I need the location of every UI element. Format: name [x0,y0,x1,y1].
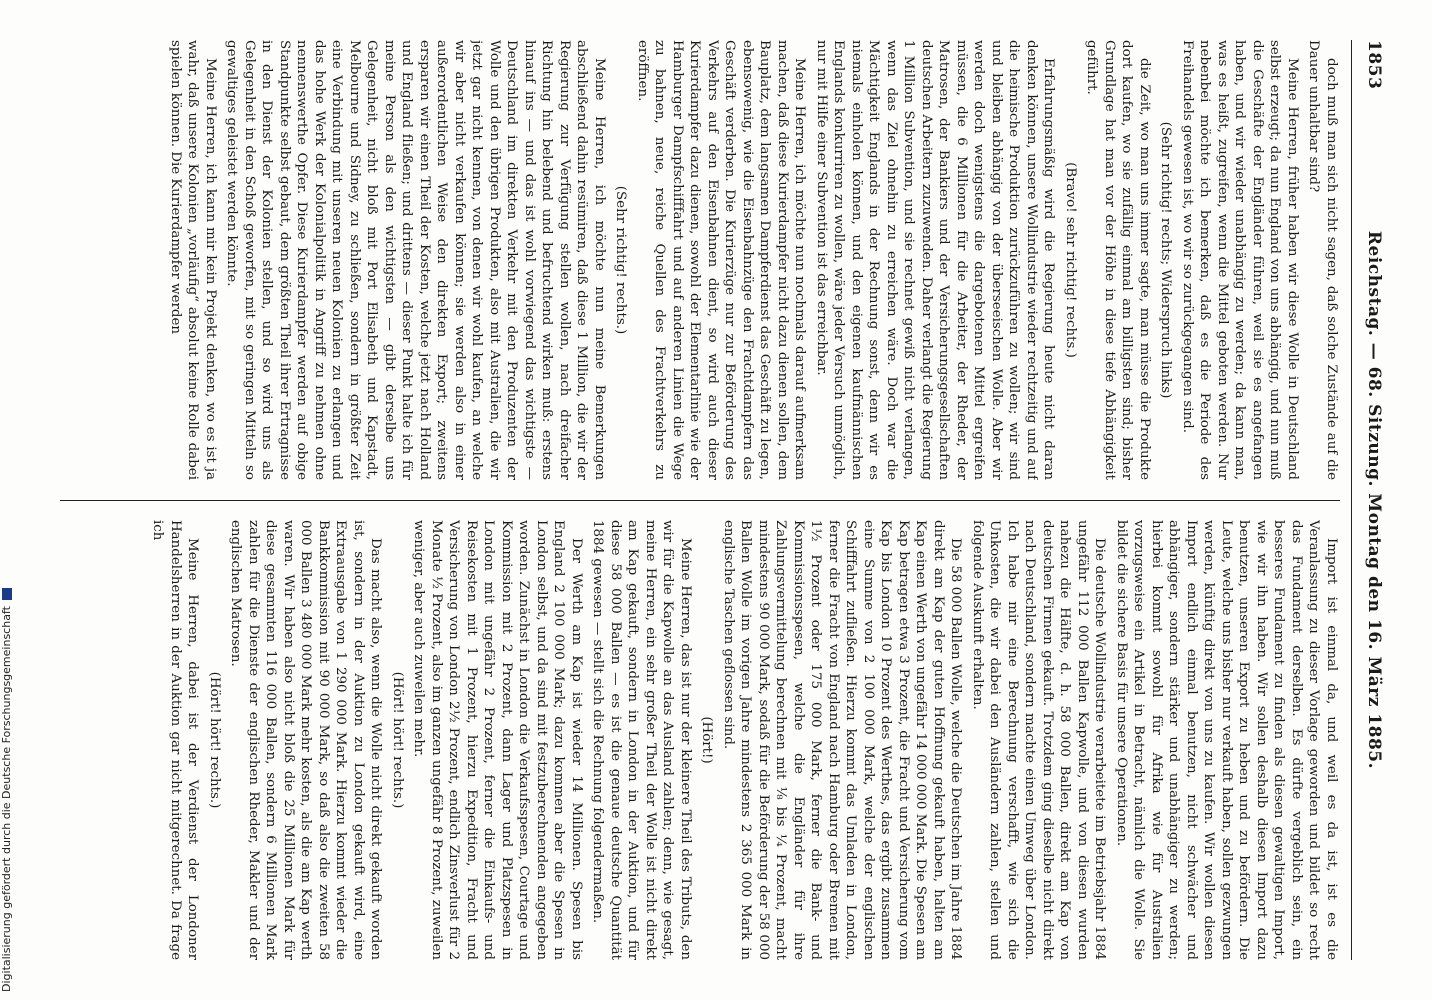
paragraph: Meine Herren, ich möchte nun meine Bemerkungen abschließend dahin resümiren, daß diese 1 Million, die wir der Regierung zur Verfügung stellen wollen, nach dreifacher Richtung hin belebend und befruchtend wirken muß: erstens hinauf ins — und das ist wohl vorwiegend das wichtigste — Deutschland im direkten Verkehr mit den Produzenten der Wolle und den übrigen Produkten, also mit Australien, die wir jetzt gar nicht kennen, von denen wir wohl kaufen, an welche wir aber nicht verkaufen können; sie werden also in einer außerordentlichen Weise den direkten Export; zweitens ersparen wir einen Theil der Kosten, welche jetzt nach Holland und England fließen; und drittens — dieser Punkt halte ich für meine Person als den wichtigsten — gibt derselbe uns Gelegenheit, nicht bloß mit Port Elisabeth und Kapstadt, Melbourne und Sidney, zu schließen, sondern in größter Zeit eine Verbindung mit unseren neuen Kolonien zu erlangen und das hohe Werk der Kolonialpolitik in Angriff zu nehmen ohne nennenswerthe Opfer. Diese Kurierdampfer werden auf obige Standpunkte selbst gebaut, dem größten Theil ihrer Ertragnisse in den Dienst der Kolonien stellen, und so wird uns als Gelegenheit in den Schoß geworfen, mit so geringen Mitteln so gewaltiges geleistet werden könnte. [224,40,607,480]
paragraph: Der Werth am Kap ist wieder 14 Millionen. Spesen bis England 2 100 000 Mark; dazu kommen aber die Spesen in London selbst, und da sind mit festzuberechnenden angegeben worden. Zunächst in London die Verkaufsspesen, Courtage und Kommission mit 2 Prozent, dann Lager und Platzspesen in London mit ungefähr 2 Prozent, ferner die Einkaufs- und Reisekosten mit 1 Prozent, hierzu Expedition, Fracht und Versicherung von London 2½ Prozent, endlich Zinsverlust für 2 Monate ½ Prozent, also im ganzen ungefähr 8 Prozent, zuweilen weniger, aber auch zuweilen mehr. [411,520,584,960]
text-column-left [60,40,1340,480]
paragraph: Import ist einmal da, und weil es da ist, ist es die Veranlassung zu dieser Vorlage geworden und bildet so recht das Fundament derselben. Es dürfte vergeblich sein, ein besseres Fundament zu finden als diesen gewaltigen Import, wie wir ihn haben. Wir sollen deshalb diesen Import dazu benutzen, unseren Export zu heben und zu befördern. Die Leute, welche uns bisher nur verkauft haben, sollen gezwungen werden, künftig direkt von uns zu kaufen. Wir wollen diesen Import endlich einmal benutzen, nicht schwächer und abhängiger, sondern stärker und unabhängiger zu werden; hierbei kommt sowohl für Afrika wie für Australien vorzugsweise ein Artikel in Betracht, nämlich die Wolle. Sie bildet die sichere Basis für unsere Operationen. [1114,520,1339,960]
interjection: (Sehr richtig! rechts.) [613,185,629,335]
interjection: (Bravo! sehr richtig! rechts.) [1063,162,1078,358]
interjection: (Hört!) [699,716,715,764]
paragraph: Die deutsche Wollindustrie verarbeitete im Betriebsjahr 1884 ungefähr 112 000 Ballen Kapwolle, und von diesen wurden nahezu die Hälfte, d. h. 58 000 Ballen, direkt am Kap von deutschen Firmen gekauft. Trotzdem ging dieselbe nicht direkt nach Deutschland, sondern machte einen Umweg über London. Ich habe mir eine Berechnung verschafft, wie sich die Unkosten, die wir dabei den Ausländern zahlen, stellen und folgende Auskunft erhalten. [970,520,1108,960]
paragraph: die Zeit, wo man uns immer sagte, man müsse die Produkte dort kaufen, wo sie zufällig einmal am billigsten sind; bisher Grundlage hat man vor der Höhe in diese tiefe Abhängigkeit geführt. [1084,40,1152,480]
interjection: (Hört! hört! rechts.) [390,671,405,809]
dfg-logo-icon [2,588,12,600]
text-column-right [60,520,1340,960]
page-title: Reichstag. — 68. Sitzung. Montag den 16. März 1885. [1364,230,1384,770]
paragraph: Meine Herren, früher haben wir diese Wolle in Deutschland selbst erzeugt; da nun England von uns abhängig, und nun muß die Geschäfte der Engländer führen, weil sie es angefangen haben, und wir wieder unabhängig zu werden; da kann man, was es heißt, zugreifen, wenn die Mittel geboten werden. Nur nebenbei möchte ich bemerken, daß es die Periode des Freihandels gewesen ist, wo wir so zurückgegangen sind. [1180,40,1300,480]
paragraph: doch muß man sich nicht sagen, daß solche Zustände auf die Dauer unhaltbar sind? [1306,40,1339,480]
paragraph: Meine Herren, das ist nur der kleinere Theil des Tributs, den wir für die Kapwolle an das Ausland zahlen; denn, wie gesagt, meine Herren, ein sehr großer Theil der Wolle ist nicht direkt am Kap gekauft, sondern in London in der Auktion, und für diese 58 000 Ballen — es ist die genaue deutsche Quantität 1884 gewesen — stellt sich die Rechnung folgendermaßen. [590,520,693,960]
header-rule [1351,40,1352,960]
paragraph: Die 58 000 Ballen Wolle, welche die Deutschen im Jahre 1884 direkt am Kap der guten Hoffnung gekauft haben, halten am Kap einen Werth von ungefähr 14 000 000 Mark. Die Spesen am Kap betragen etwa 3 Prozent, die Fracht und Versicherung vom Kap bis London 10 Prozent des Werthes, das ergibt zusammen eine Summe von 2 100 000 Mark, welche der englischen Schifffahrt zufließen. Hierzu kommt das Umladen in London, ferner die Fracht von England nach Hamburg oder Bremen mit 1½ Prozent oder 175 000 Mark, ferner die Bank- und Kommissionsspesen, welche die Engländer für ihre Zahlungsvermittelung berechnen mit ⅛ bis ¼ Prozent, macht mindestens 90 000 Mark, sodaß für die Beförderung der 58 000 Ballen Wolle im vorigen Jahre mindestens 2 365 000 Mark in englische Taschen geflossen sind. [721,520,964,960]
paragraph: Das macht also, wenn die Wolle nicht direkt gekauft worden ist, sondern in der Auktion zu London gekauft wird, eine Extraausgabe von 1 290 000 Mark. Hierzu kommt wieder die Bankkommission mit 90 000 Mark, so daß also die zweiten 58 000 Ballen 3 480 000 Mark mehr kosten, als die am Kap werth waren. Wir haben also nicht bloß die 25 Millionen Mark für diese gesammten 116 000 Ballen, sondern 6 Millionen Mark zahlen für die Dienste der englischen Rheder, Makler und der englischen Matrosen. [228,520,384,960]
digitization-note [0,588,13,1000]
column-divider [60,500,1340,501]
page-header [1354,40,1384,960]
paragraph: Meine Herren, ich möchte nun nochmals darauf aufmerksam machen, daß diese Kurierdampfer nicht dazu dienen sollen, dem Bauplatz, dem langsamen Dampferdienst das Geschäft zu legen, ebensowenig, wie die Eisenbahnzüge den Frachtdampfern das Geschäft verderben. Die Kurierzüge nur zur Beförderung des Verkehrs auf den Eisenbahnen dient, so wird auch dieser Kurierdampfer dazu dienen, sowohl der Elementarlinie wie der Hamburger Dampfschifffahrt und auf anderen Linien die Wege zu bahnen, neue, reiche Quellen des Frachtverkehrs zu eröffnen. [635,40,808,480]
paragraph: Erfahrungsmäßig wird die Regierung heute nicht daran denken können, unsere Wollindustrie wieder rechtzeitig und auf die heimische Produktion zurückzuführen zu wollen; wir sind und bleiben abhängig von der überseeischen Wolle. Aber wir werden doch wenigstens die dargebotenen Mittel ergreifen müssen, die 6 Millionen für die Arbeiter, der Rheder, der Matrosen, der Bankiers und der Versicherungsgesellschaften deutschen Arbeitern zuzuwenden. Daher verlangt die Regierung 1 Million Subvention, und sie rechnet gewiß nicht verlangen, wenn das Ziel ohnehin zu erreichen wäre. Doch war die Mächtigkeit Englands in der Rechnung sonst, denn wir es niemals einholen können, und den eigenen kaufmännischen Englands konkurriren zu wollen, wäre jeder Versuch unmöglich, nur mit Hilfe einer Subvention ist das erreichbar. [814,40,1057,480]
interjection: (Sehr richtig! rechts; Widerspruch links) [1158,121,1174,399]
digitization-text: Digitalisierung gefördert durch die Deutsche Forschungsgemeinschaft [0,606,13,992]
paragraph: Meine Herren, ich kann mir kein Projekt denken, wo es ist ja wahr, daß unsere Kolonien „vorläufig“ absolut keine Rolle dabei spielen können. Die Kurierdampfer werden [168,40,218,480]
paragraph: Meine Herren, dabei ist der Verdienst der Londoner Handelsherren in der Auktion gar nicht mitgerechnet. Da frage ich [150,520,201,960]
interjection: (Hört! hört! rechts.) [207,671,222,809]
page-number: 1853 [1364,40,1384,90]
